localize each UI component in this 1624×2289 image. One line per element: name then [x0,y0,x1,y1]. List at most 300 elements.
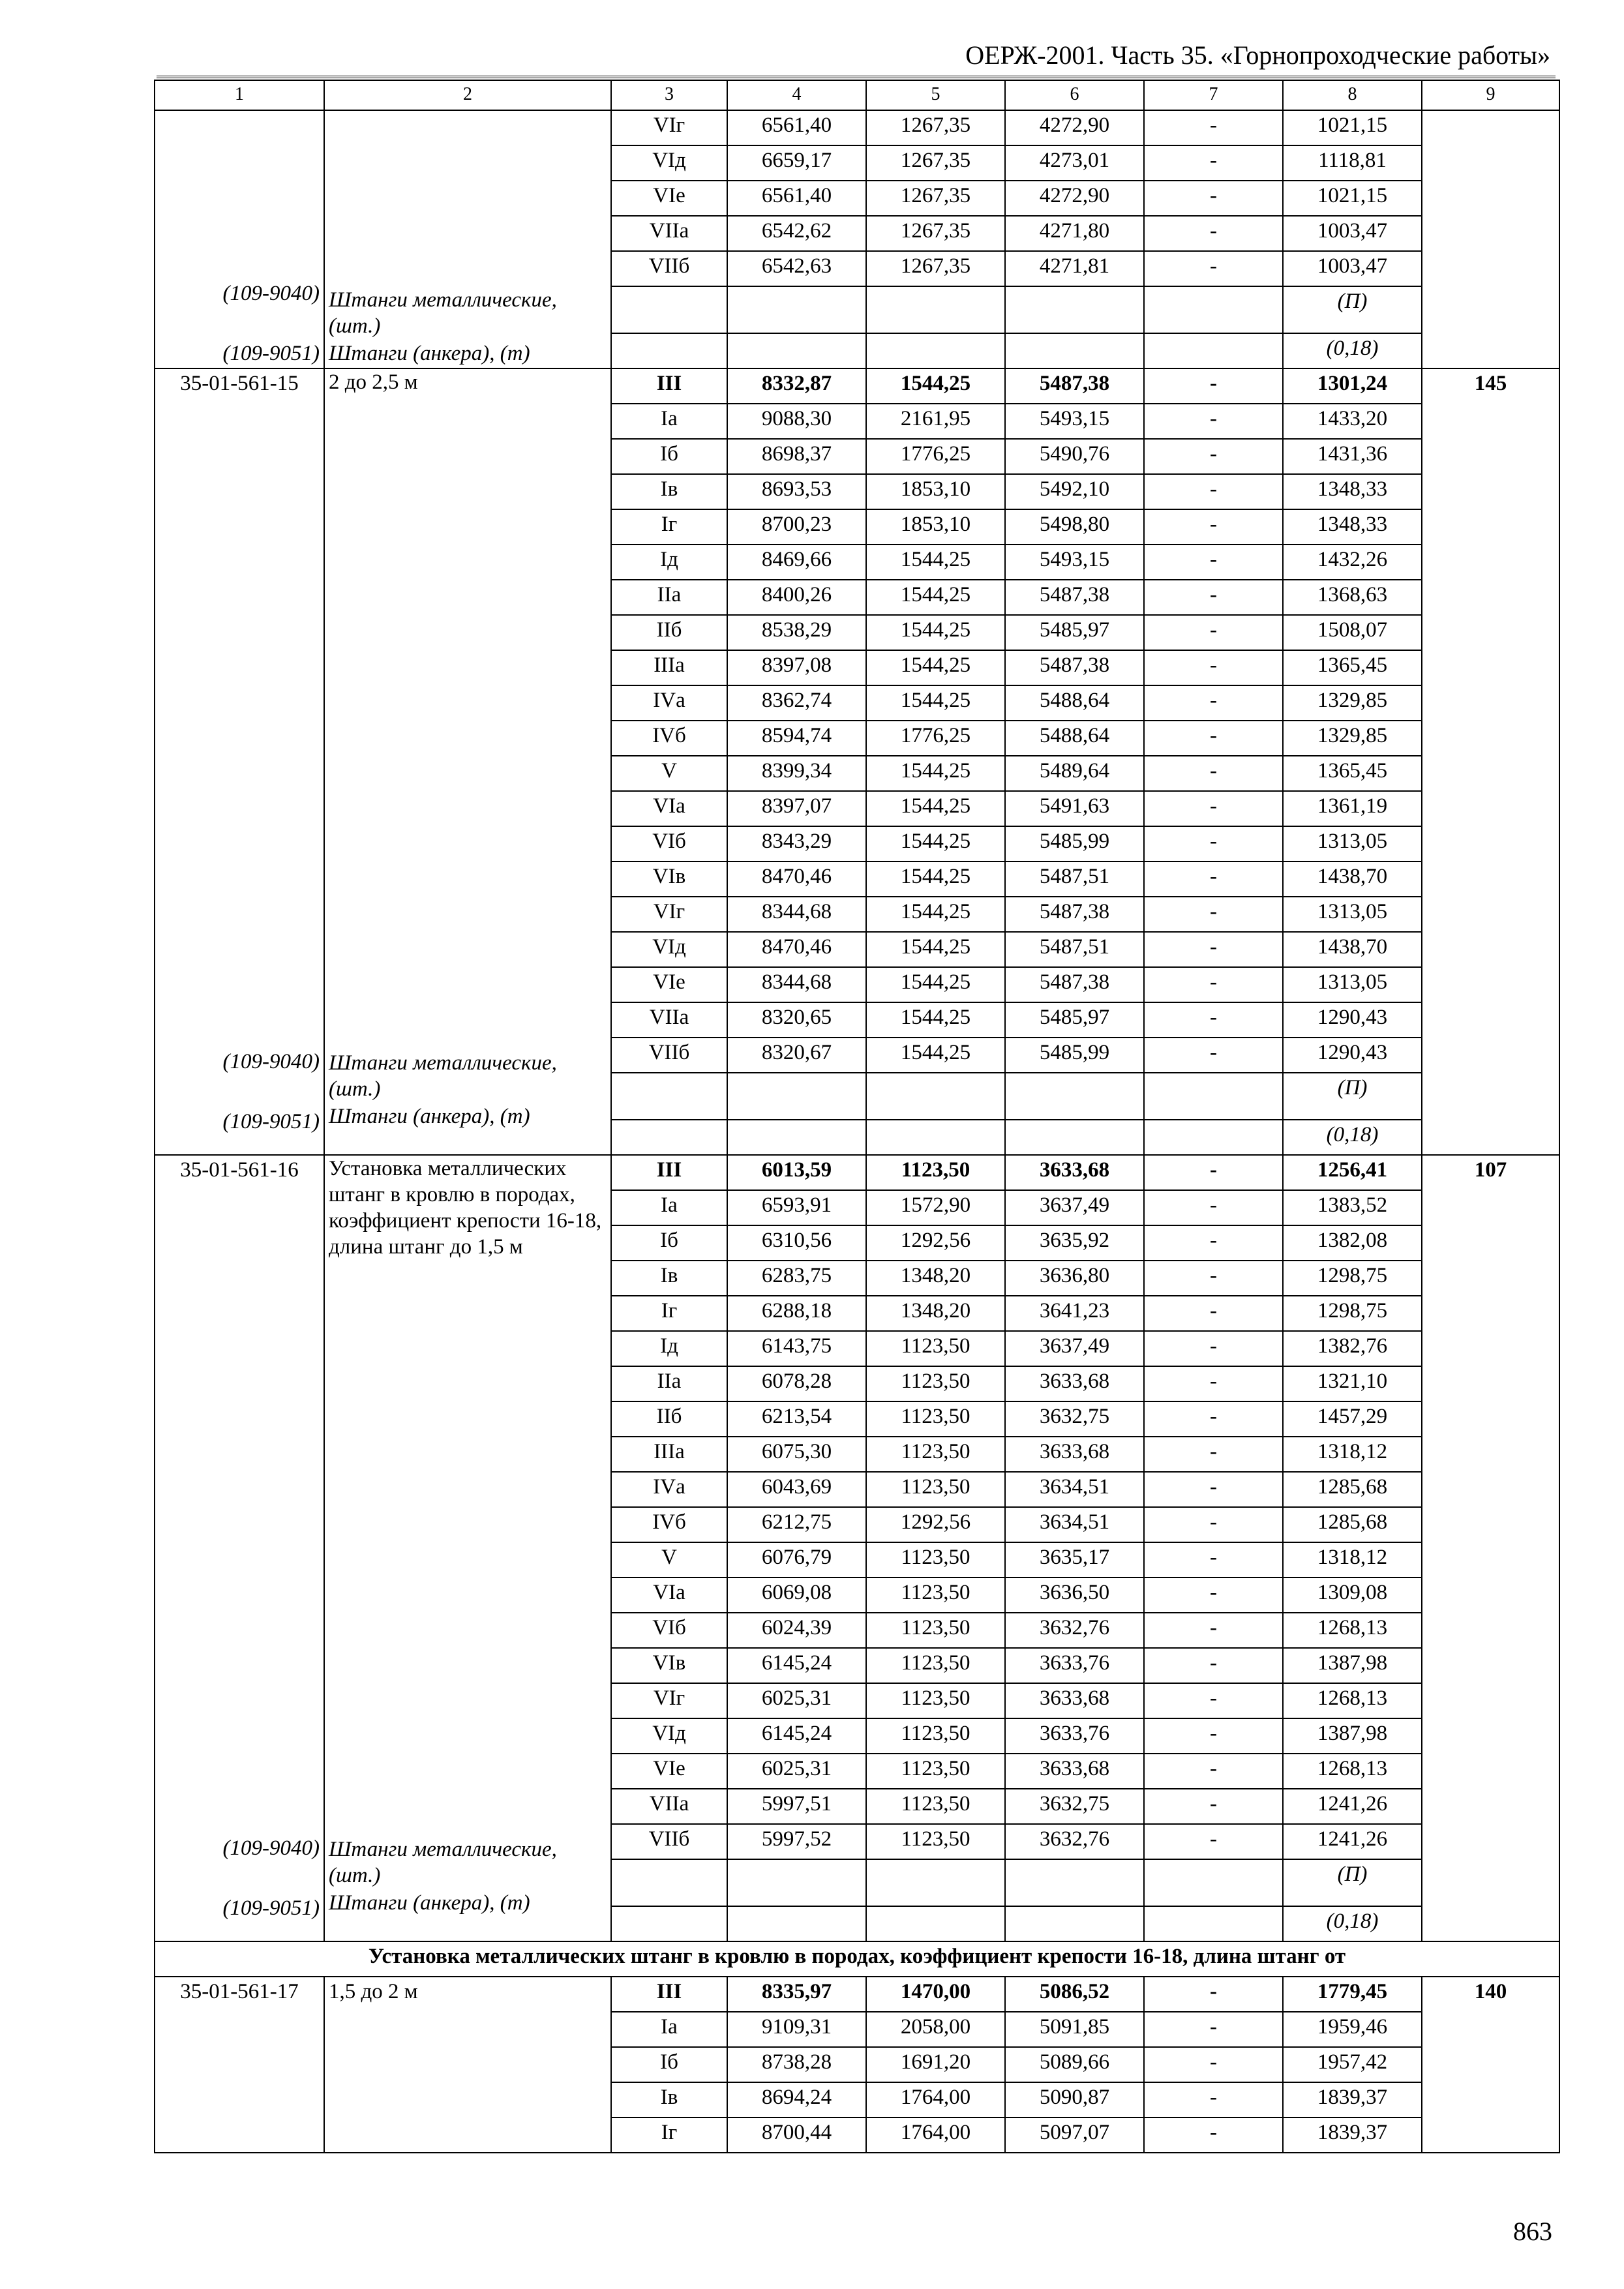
rate-value: 1321,10 [1283,1366,1422,1401]
rate-value: 1123,50 [866,1542,1005,1578]
rate-value: 1383,52 [1283,1190,1422,1225]
rate-value: 1361,19 [1283,791,1422,826]
resource-code: (109-9040) [222,1050,320,1073]
zone-code: Iв [611,1261,727,1296]
rate-value: 1544,25 [866,1038,1005,1073]
resource-name: Штанги (анкера), (т) [329,1105,530,1128]
rate-value: 1957,42 [1283,2047,1422,2082]
rate-value: 1267,35 [866,110,1005,145]
rate-value: 1123,50 [866,1366,1005,1401]
zone-code: VIа [611,791,727,826]
resource-value: (0,18) [1283,333,1422,368]
rate-value: 3637,49 [1005,1190,1144,1225]
rate-value: 1365,45 [1283,756,1422,791]
rate-value: - [1144,1331,1283,1366]
rate-value: 6593,91 [727,1190,866,1225]
rate-value: - [1144,251,1283,286]
rate-value: - [1144,1824,1283,1859]
rate-value: 8538,29 [727,615,866,650]
rate-value: 4271,81 [1005,251,1144,286]
rate-code [155,1155,324,1941]
section-title: Установка металлических штанг в кровлю в породах, коэффициент крепости 16-18, длина штанг от [155,1941,1559,1977]
rate-value: - [1144,580,1283,615]
rate-value: - [1144,1002,1283,1038]
rate-value: 3632,75 [1005,1789,1144,1824]
rate-value: 5997,51 [727,1789,866,1824]
rate-value: 2161,95 [866,404,1005,439]
rate-value: 1544,25 [866,932,1005,967]
rate-value: 1544,25 [866,967,1005,1002]
work-name [324,1155,611,1941]
rate-value: 1691,20 [866,2047,1005,2082]
rate-value: 8698,37 [727,439,866,474]
rate-value: 5485,97 [1005,615,1144,650]
zone-code: VIб [611,826,727,861]
rate-value: 1508,07 [1283,615,1422,650]
zone-code: III [611,368,727,404]
rate-value: 1544,25 [866,897,1005,932]
rate-value: 5089,66 [1005,2047,1144,2082]
rate-value: 5997,52 [727,1824,866,1859]
rate-value: 8738,28 [727,2047,866,2082]
work-name [324,110,611,368]
zone-code: IVа [611,685,727,721]
rate-value: 1776,25 [866,439,1005,474]
rate-value: 6143,75 [727,1331,866,1366]
rate-value: 5490,76 [1005,439,1144,474]
rate-value: - [1144,1754,1283,1789]
table-row [155,368,1559,404]
resource-name: Штанги (анкера), (т) [329,1891,530,1915]
rate-value: 1382,08 [1283,1225,1422,1261]
zone-code: III [611,1155,727,1190]
rate-value: 1544,25 [866,580,1005,615]
resource-code: (109-9051) [222,342,320,365]
column-number-row [155,80,1559,110]
labor-cost: 140 [1422,1977,1559,2153]
rate-value: 6288,18 [727,1296,866,1331]
empty-cell [1005,1859,1144,1906]
rate-value: 1544,25 [866,368,1005,404]
rate-value: 6078,28 [727,1366,866,1401]
rate-value: 5493,15 [1005,404,1144,439]
rate-value: - [1144,110,1283,145]
rate-value: 6310,56 [727,1225,866,1261]
resource-value: (0,18) [1283,1120,1422,1155]
rate-value: 3637,49 [1005,1331,1144,1366]
zone-code: V [611,1542,727,1578]
zone-code: VIIа [611,1789,727,1824]
resource-value: (0,18) [1283,1906,1422,1941]
rate-value: - [1144,615,1283,650]
rate-value: 1021,15 [1283,181,1422,216]
zone-code: VIIб [611,1038,727,1073]
zone-code: VIе [611,181,727,216]
rate-value: 3632,76 [1005,1824,1144,1859]
resource-name: Штанги (анкера), (т) [329,342,530,365]
empty-cell [611,1120,727,1155]
zone-code: VIг [611,110,727,145]
rate-value: 5487,38 [1005,897,1144,932]
rate-value: 1382,76 [1283,1331,1422,1366]
labor-cost: 145 [1422,368,1559,1155]
rate-value: 8320,67 [727,1038,866,1073]
rate-value: - [1144,1613,1283,1648]
empty-cell [727,1073,866,1120]
rate-value: 5487,51 [1005,861,1144,897]
rate-value: 1298,75 [1283,1296,1422,1331]
resource-value: (П) [1283,286,1422,333]
zone-code: IVб [611,721,727,756]
rate-value: - [1144,181,1283,216]
rate-value: 1313,05 [1283,967,1422,1002]
rate-value: 8335,97 [727,1977,866,2012]
empty-cell [611,286,727,333]
rate-value: - [1144,439,1283,474]
rate-value: 3633,68 [1005,1366,1144,1401]
rates-table [154,80,1560,2153]
empty-cell [866,1859,1005,1906]
zone-code: IIб [611,615,727,650]
rate-value: 1290,43 [1283,1038,1422,1073]
rate-value: 1853,10 [866,474,1005,509]
column-number: 7 [1144,80,1283,110]
rate-value: 1256,41 [1283,1155,1422,1190]
rate-value: 1123,50 [866,1437,1005,1472]
rate-value: - [1144,932,1283,967]
rate-value: 1313,05 [1283,897,1422,932]
rate-value: 5488,64 [1005,721,1144,756]
rate-value: 8320,65 [727,1002,866,1038]
rate-value: 6542,63 [727,251,866,286]
rate-value: - [1144,1296,1283,1331]
rate-value: 1241,26 [1283,1789,1422,1824]
rate-value: 8700,23 [727,509,866,545]
rate-value: 5485,99 [1005,826,1144,861]
rate-value: 3635,17 [1005,1542,1144,1578]
empty-cell [866,286,1005,333]
rate-value: 3634,51 [1005,1472,1144,1507]
resource-name: Штанги металлические, (шт.) [329,1838,557,1887]
zone-code: Iв [611,2082,727,2117]
rate-value: 5493,15 [1005,545,1144,580]
rate-value: 1003,47 [1283,216,1422,251]
rate-value: 1544,25 [866,756,1005,791]
rate-value: 6283,75 [727,1261,866,1296]
zone-code: VIе [611,967,727,1002]
rate-value: 5091,85 [1005,2012,1144,2047]
rate-value: 9109,31 [727,2012,866,2047]
rate-value: 8343,29 [727,826,866,861]
empty-cell [1005,1906,1144,1941]
empty-cell [1144,1073,1283,1120]
rate-value: 5487,38 [1005,967,1144,1002]
zone-code: IIIа [611,1437,727,1472]
column-number: 6 [1005,80,1144,110]
rate-value: 3633,68 [1005,1155,1144,1190]
rate-value: 3633,68 [1005,1754,1144,1789]
rate-value: - [1144,650,1283,685]
zone-code: VIIа [611,216,727,251]
zone-code: Iд [611,1331,727,1366]
rate-value: 6043,69 [727,1472,866,1507]
page-header-title: ОЕРЖ-2001. Часть 35. «Горнопроходческие работы» [965,40,1550,70]
rate-value: 1348,20 [866,1261,1005,1296]
rate-value: - [1144,1977,1283,2012]
rate-value: 1544,25 [866,615,1005,650]
rate-value: - [1144,2012,1283,2047]
rate-value: - [1144,474,1283,509]
rate-value: 1123,50 [866,1472,1005,1507]
rate-value: - [1144,2047,1283,2082]
empty-cell [1144,333,1283,368]
rate-value: 1267,35 [866,145,1005,181]
rate-value: 1438,70 [1283,861,1422,897]
rate-value: 1387,98 [1283,1718,1422,1754]
resource-name: Штанги металлические, (шт.) [329,1051,557,1101]
rate-value: 5489,64 [1005,756,1144,791]
rate-value: - [1144,1507,1283,1542]
rate-value: 1470,00 [866,1977,1005,2012]
rate-value: 1853,10 [866,509,1005,545]
rate-value: 5487,51 [1005,932,1144,967]
resource-value: (П) [1283,1859,1422,1906]
zone-code: VIг [611,1683,727,1718]
rate-value: 5485,99 [1005,1038,1144,1073]
table-row [155,110,1559,145]
rate-value: 3633,68 [1005,1683,1144,1718]
rate-value: - [1144,1789,1283,1824]
rate-value: 1268,13 [1283,1613,1422,1648]
rate-value: 1432,26 [1283,545,1422,580]
rate-value: 1779,45 [1283,1977,1422,2012]
empty-cell [1005,333,1144,368]
rate-value: - [1144,1225,1283,1261]
empty-cell [866,1120,1005,1155]
empty-cell [866,1906,1005,1941]
rate-value: 5487,38 [1005,368,1144,404]
rate-value: 1298,75 [1283,1261,1422,1296]
labor-cost [1422,110,1559,368]
work-name: 1,5 до 2 м [324,1977,611,2153]
rate-value: 8362,74 [727,685,866,721]
empty-cell [727,286,866,333]
rate-value: 1764,00 [866,2082,1005,2117]
rate-value: - [1144,756,1283,791]
rate-value: - [1144,216,1283,251]
rate-value: - [1144,2117,1283,2153]
work-name-text: 2 до 2,5 м [329,370,418,394]
column-number: 1 [155,80,324,110]
rate-value: 1118,81 [1283,145,1422,181]
rate-value: 1544,25 [866,545,1005,580]
section-title-row [155,1941,1559,1977]
rate-code: 35-01-561-17 [155,1977,324,2153]
rate-value: 5097,07 [1005,2117,1144,2153]
rate-value: 1123,50 [866,1578,1005,1613]
empty-cell [1005,1073,1144,1120]
zone-code: V [611,756,727,791]
rate-value: - [1144,1038,1283,1073]
empty-cell [611,1859,727,1906]
rate-value: 2058,00 [866,2012,1005,2047]
rate-value: 8399,34 [727,756,866,791]
rate-value: 6024,39 [727,1613,866,1648]
rate-value: - [1144,368,1283,404]
rate-value: - [1144,1718,1283,1754]
rate-value: 1764,00 [866,2117,1005,2153]
zone-code: Iа [611,2012,727,2047]
resource-code: (109-9051) [222,1896,320,1920]
rate-value: 1457,29 [1283,1401,1422,1437]
rate-value: 1365,45 [1283,650,1422,685]
rate-value: 8594,74 [727,721,866,756]
rate-value: 1839,37 [1283,2082,1422,2117]
rate-value: 6212,75 [727,1507,866,1542]
rate-value: 6561,40 [727,110,866,145]
rate-value: 1544,25 [866,685,1005,721]
rate-value: 6025,31 [727,1683,866,1718]
rate-value: 4273,01 [1005,145,1144,181]
rate-value: 1544,25 [866,861,1005,897]
rate-value: 1544,25 [866,650,1005,685]
rate-value: 6013,59 [727,1155,866,1190]
rate-value: 1123,50 [866,1718,1005,1754]
table-row [155,1155,1559,1190]
rate-value: 1301,24 [1283,368,1422,404]
rate-value: 6145,24 [727,1718,866,1754]
rate-value: 1572,90 [866,1190,1005,1225]
rate-value: 5491,63 [1005,791,1144,826]
column-number: 5 [866,80,1005,110]
rate-value: 1123,50 [866,1648,1005,1683]
rate-value: 3632,75 [1005,1401,1144,1437]
rate-value: - [1144,404,1283,439]
rate-value: - [1144,509,1283,545]
rate-value: 1318,12 [1283,1437,1422,1472]
empty-cell [866,1073,1005,1120]
rate-value: 1348,33 [1283,474,1422,509]
resource-code: (109-9051) [222,1110,320,1133]
resource-code: (109-9040) [222,282,320,305]
rate-value: 4272,90 [1005,181,1144,216]
rate-value: 1329,85 [1283,721,1422,756]
rate-value: 1267,35 [866,181,1005,216]
empty-cell [866,333,1005,368]
empty-cell [727,1906,866,1941]
empty-cell [611,1073,727,1120]
rate-value: - [1144,1648,1283,1683]
rate-value: 6561,40 [727,181,866,216]
rate-value: 5487,38 [1005,650,1144,685]
empty-cell [1144,1120,1283,1155]
rate-value: 5492,10 [1005,474,1144,509]
rate-value: 1544,25 [866,826,1005,861]
rate-value: 1433,20 [1283,404,1422,439]
rate-value: 1123,50 [866,1331,1005,1366]
rate-value: 1438,70 [1283,932,1422,967]
rate-value: 3633,76 [1005,1718,1144,1754]
rate-value: 5487,38 [1005,580,1144,615]
rate-value: 5488,64 [1005,685,1144,721]
empty-cell [611,333,727,368]
rate-value: 1021,15 [1283,110,1422,145]
rate-value: 1329,85 [1283,685,1422,721]
rate-value: 8344,68 [727,967,866,1002]
rate-value: 1003,47 [1283,251,1422,286]
zone-code: IIIа [611,650,727,685]
column-number: 9 [1422,80,1559,110]
rate-value: - [1144,2082,1283,2117]
column-number: 4 [727,80,866,110]
rate-value: - [1144,791,1283,826]
table-row [155,1977,1559,2012]
zone-code: VIа [611,1578,727,1613]
rate-value: 1285,68 [1283,1472,1422,1507]
rate-value: 3632,76 [1005,1613,1144,1648]
rate-value: 1544,25 [866,1002,1005,1038]
rate-value: 1123,50 [866,1789,1005,1824]
zone-code: Iб [611,439,727,474]
zone-code: III [611,1977,727,2012]
column-number: 8 [1283,80,1422,110]
rate-value: 4271,80 [1005,216,1144,251]
zone-code: VIд [611,1718,727,1754]
rate-value: 1959,46 [1283,2012,1422,2047]
rate-value: 4272,90 [1005,110,1144,145]
rate-value: 1123,50 [866,1401,1005,1437]
rate-value: - [1144,897,1283,932]
rate-value: 8400,26 [727,580,866,615]
rate-value: 1776,25 [866,721,1005,756]
rate-value: 1839,37 [1283,2117,1422,2153]
rate-value: 9088,30 [727,404,866,439]
rate-value: - [1144,1366,1283,1401]
rate-value: 1285,68 [1283,1507,1422,1542]
rate-value: - [1144,1261,1283,1296]
column-number: 3 [611,80,727,110]
rate-value: 1309,08 [1283,1578,1422,1613]
empty-cell [727,1859,866,1906]
rate-value: 8470,46 [727,861,866,897]
zone-code: IVб [611,1507,727,1542]
zone-code: VIIб [611,251,727,286]
rate-value: 3634,51 [1005,1507,1144,1542]
rate-value: 1544,25 [866,791,1005,826]
rate-value: 1313,05 [1283,826,1422,861]
rate-value: - [1144,545,1283,580]
rate-value: 8397,07 [727,791,866,826]
empty-cell [611,1906,727,1941]
zone-code: VIг [611,897,727,932]
rate-value: 8332,87 [727,368,866,404]
zone-code: VIе [611,1754,727,1789]
labor-cost: 107 [1422,1155,1559,1941]
zone-code: Iг [611,1296,727,1331]
empty-cell [1144,1906,1283,1941]
rate-value: 8694,24 [727,2082,866,2117]
zone-code: Iг [611,509,727,545]
rate-value: - [1144,1437,1283,1472]
empty-cell [1144,286,1283,333]
column-number: 2 [324,80,611,110]
rate-value: 8470,46 [727,932,866,967]
zone-code: Iд [611,545,727,580]
rate-value: 5090,87 [1005,2082,1144,2117]
rate-value: 3641,23 [1005,1296,1144,1331]
rate-value: - [1144,721,1283,756]
rate-value: 1123,50 [866,1683,1005,1718]
